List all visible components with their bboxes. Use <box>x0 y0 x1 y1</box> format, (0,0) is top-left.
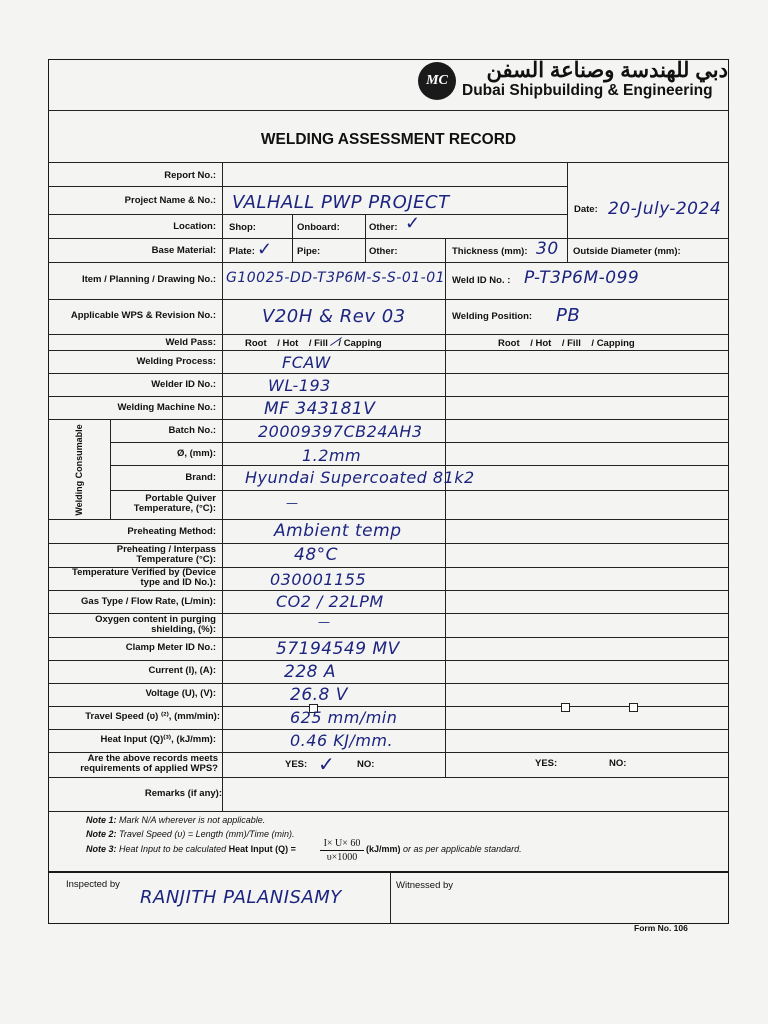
company-arabic-name: دبي للهندسة وصناعة السفن <box>486 59 728 82</box>
note-3: Note 3: Heat Input to be calculated Heat Input (Q) = <box>86 844 296 854</box>
label-remarks: Remarks (if any): <box>144 788 222 799</box>
item-drawing-value: G10025-DD-T3P6M-S-S-01-01 <box>226 270 446 286</box>
label-brand: Brand: <box>185 472 216 483</box>
check-mark-icon: ✓ <box>257 239 273 259</box>
project-value: VALHALL PWP PROJECT <box>232 192 450 213</box>
label-yes-1: YES: <box>285 759 308 770</box>
label-records-meet: Are the above records meets requirements of applied WPS? <box>80 753 218 774</box>
label-pipe: Pipe: <box>297 246 321 257</box>
heat-input-value: 0.46 KJ/mm. <box>290 731 394 750</box>
preheat-temp-value: 48°C <box>294 545 339 565</box>
label-shop: Shop: <box>229 222 256 233</box>
batch-value: 20009397CB24AH3 <box>258 422 423 441</box>
label-welder-id: Welder ID No.: <box>151 379 216 390</box>
company-name: Dubai Shipbuilding & Engineering <box>462 82 713 99</box>
wps-value: V20H & Rev 03 <box>262 306 406 327</box>
label-voltage: Voltage (U), (V): <box>145 688 216 699</box>
divider <box>48 162 729 163</box>
note-3-tail: (kJ/mm) or as per applicable standard. <box>366 844 522 854</box>
label-witnessed-by: Witnessed by <box>396 880 454 891</box>
divider <box>48 110 729 111</box>
checkbox-no-2[interactable] <box>629 703 638 712</box>
brand-value: Hyundai Supercoated 81k2 <box>245 468 475 487</box>
inspector-signature: RANJITH PALANISAMY <box>140 887 342 908</box>
oxygen-value: — <box>318 615 331 629</box>
quiver-value: — <box>286 496 299 510</box>
diameter-value: 1.2mm <box>302 446 362 465</box>
welder-id-value: WL-193 <box>268 376 331 395</box>
label-welding-consumable: Welding Consumable <box>74 424 84 516</box>
label-outside-diameter: Outside Diameter (mm): <box>573 246 681 257</box>
label-plate: Plate: <box>229 246 255 257</box>
form-title: WELDING ASSESSMENT RECORD <box>260 131 517 148</box>
thickness-value: 30 <box>536 239 559 259</box>
label-date: Date: <box>574 204 598 215</box>
label-diameter: Ø, (mm): <box>176 448 216 459</box>
label-other: Other: <box>369 222 398 233</box>
form-number: Form No. 106 <box>634 923 688 933</box>
label-no-2: NO: <box>609 758 627 769</box>
label-item-drawing: Item / Planning / Drawing No.: <box>81 274 216 285</box>
machine-no-value: MF 343181V <box>264 399 376 419</box>
date-value: 20-July-2024 <box>608 199 722 219</box>
weld-id-value: P-T3P6M-099 <box>524 268 640 288</box>
company-logo: MC <box>418 62 456 100</box>
label-heat-input: Heat Input (Q)⁽³⁾, (kJ/mm): <box>100 734 216 745</box>
check-mark-icon: ✓ <box>318 754 335 776</box>
note-1: Note 1: Mark N/A wherever is not applicable. <box>86 815 266 825</box>
welding-position-value: PB <box>556 305 581 326</box>
travel-speed-value: 625 mm/min <box>290 708 398 727</box>
label-welding-position: Welding Position: <box>452 311 533 322</box>
label-project: Project Name & No.: <box>124 195 216 206</box>
label-batch: Batch No.: <box>168 425 216 436</box>
label-weld-id: Weld ID No. : <box>452 275 511 286</box>
label-report-no: Report No.: <box>164 170 216 181</box>
label-temp-verified: Temperature Verified by (Device type and ID No.): <box>72 567 216 588</box>
welding-process-value: FCAW <box>282 353 331 372</box>
formula-denominator: υ×1000 <box>326 852 358 863</box>
label-inspected-by: Inspected by <box>66 879 120 890</box>
label-yes-2: YES: <box>535 758 558 769</box>
heat-input-formula <box>320 838 364 863</box>
label-base-material: Base Material: <box>151 245 216 256</box>
label-travel-speed: Travel Speed (ʋ) ⁽²⁾, (mm/min): <box>85 711 220 722</box>
label-quiver: Portable Quiver Temperature, (°C): <box>133 493 216 514</box>
preheat-method-value: Ambient temp <box>274 521 402 541</box>
label-weld-pass: Weld Pass: <box>165 337 216 348</box>
label-machine-no: Welding Machine No.: <box>117 402 216 413</box>
label-oxygen: Oxygen content in purging shielding, (%): <box>95 614 216 635</box>
formula-numerator: I× U× 60 <box>320 838 364 851</box>
label-onboard: Onboard: <box>297 222 340 233</box>
gas-value: CO2 / 22LPM <box>276 592 384 611</box>
check-mark-icon: ✓ <box>405 213 421 233</box>
label-wps: Applicable WPS & Revision No.: <box>70 310 216 321</box>
label-other-material: Other: <box>369 246 398 257</box>
voltage-value: 26.8 V <box>290 685 348 705</box>
current-value: 228 A <box>284 662 336 682</box>
label-thickness: Thickness (mm): <box>452 246 528 257</box>
label-location: Location: <box>173 221 216 232</box>
weld-pass-options-1: Root / Hot / Fill / Capping <box>245 338 382 349</box>
clamp-value: 57194549 MV <box>276 639 400 659</box>
label-preheat-temp: Preheating / Interpass Temperature (°C): <box>116 544 216 565</box>
label-preheat-method: Preheating Method: <box>127 526 216 537</box>
temp-verified-value: 030001155 <box>270 570 367 589</box>
label-gas: Gas Type / Flow Rate, (L/min): <box>81 596 216 607</box>
label-clamp: Clamp Meter ID No.: <box>125 642 216 653</box>
weld-pass-options-2: Root / Hot / Fill / Capping <box>498 338 635 349</box>
label-current: Current (I), (A): <box>148 665 216 676</box>
note-2: Note 2: Travel Speed (ʋ) = Length (mm)/Time (min). <box>86 829 295 839</box>
label-no-1: NO: <box>357 759 375 770</box>
label-welding-process: Welding Process: <box>136 356 216 367</box>
checkbox-yes-2[interactable] <box>561 703 570 712</box>
